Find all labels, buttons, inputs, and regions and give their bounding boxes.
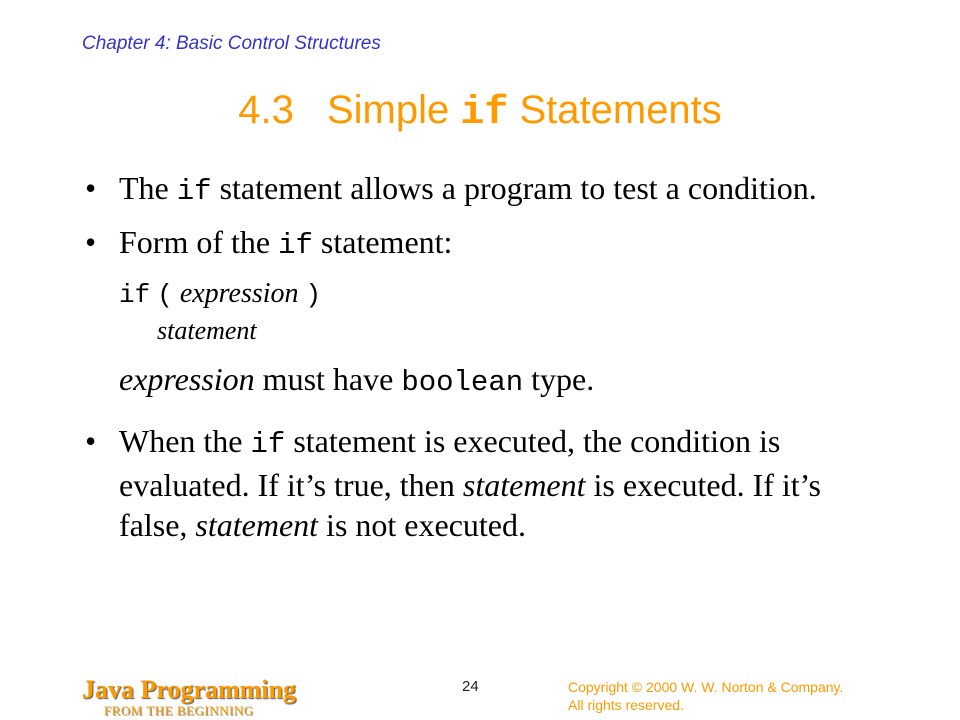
bullet-if-statement-intro [85, 168, 885, 212]
slide-title [0, 88, 960, 136]
bullet3-text-d: is not executed. [326, 507, 526, 543]
if-syntax-block [85, 276, 885, 349]
bullet3-statement-1: statement [462, 467, 586, 503]
chapter-heading: Chapter 4: Basic Control Structures [82, 33, 381, 54]
title-number: 4.3 [238, 88, 294, 132]
slide-body [85, 168, 885, 555]
title-code: if [460, 91, 509, 136]
bullet-dot: • [85, 170, 97, 206]
expr-note-text: must have [262, 361, 394, 397]
code-expression: expression [179, 278, 299, 309]
bullet1-text-b: statement allows a program to test a condition. [219, 170, 817, 206]
expression-note [85, 359, 885, 403]
bullet3-text-c: is executed. If it’s false, [119, 467, 821, 543]
bullet1-text-a: The [119, 170, 169, 206]
bullet3-text-a: When the [119, 423, 243, 459]
bullet2-code: if [278, 229, 313, 262]
footer-brand-logo: Java Programming [82, 675, 296, 704]
expr-note-boolean: boolean [401, 366, 524, 399]
bullet2-text-b: statement: [320, 224, 453, 260]
footer-brand-subtitle: FROM THE BEGINNING [104, 703, 254, 718]
bullet-if-execution [85, 421, 885, 545]
bullet-if-form [85, 222, 885, 266]
bullet2-text-a: Form of the [119, 224, 271, 260]
title-text-pre: Simple [326, 88, 450, 132]
if-syntax-line2: statement [157, 316, 257, 345]
code-open-paren: ( [157, 280, 173, 310]
bullet-dot: • [85, 224, 97, 260]
copyright-notice [568, 678, 908, 714]
bullet1-code: if [176, 175, 212, 208]
expr-note-type: type. [531, 361, 595, 397]
page-number: 24 [462, 678, 479, 695]
bullet3-text-b: statement is executed, the condition is evaluated. If it’s true, then [119, 423, 781, 503]
bullet3-statement-2: statement [195, 507, 319, 543]
copyright-line2: All rights reserved. [568, 697, 684, 713]
expr-note-expression: expression [119, 361, 255, 397]
code-if-keyword: if [119, 280, 151, 310]
bullet-dot: • [85, 423, 97, 459]
if-syntax-line1 [119, 276, 885, 313]
bullet3-code: if [250, 428, 286, 461]
code-close-paren: ) [305, 280, 322, 310]
title-text-post: Statements [519, 88, 722, 132]
copyright-line1: Copyright © 2000 W. W. Norton & Company. [568, 679, 844, 695]
